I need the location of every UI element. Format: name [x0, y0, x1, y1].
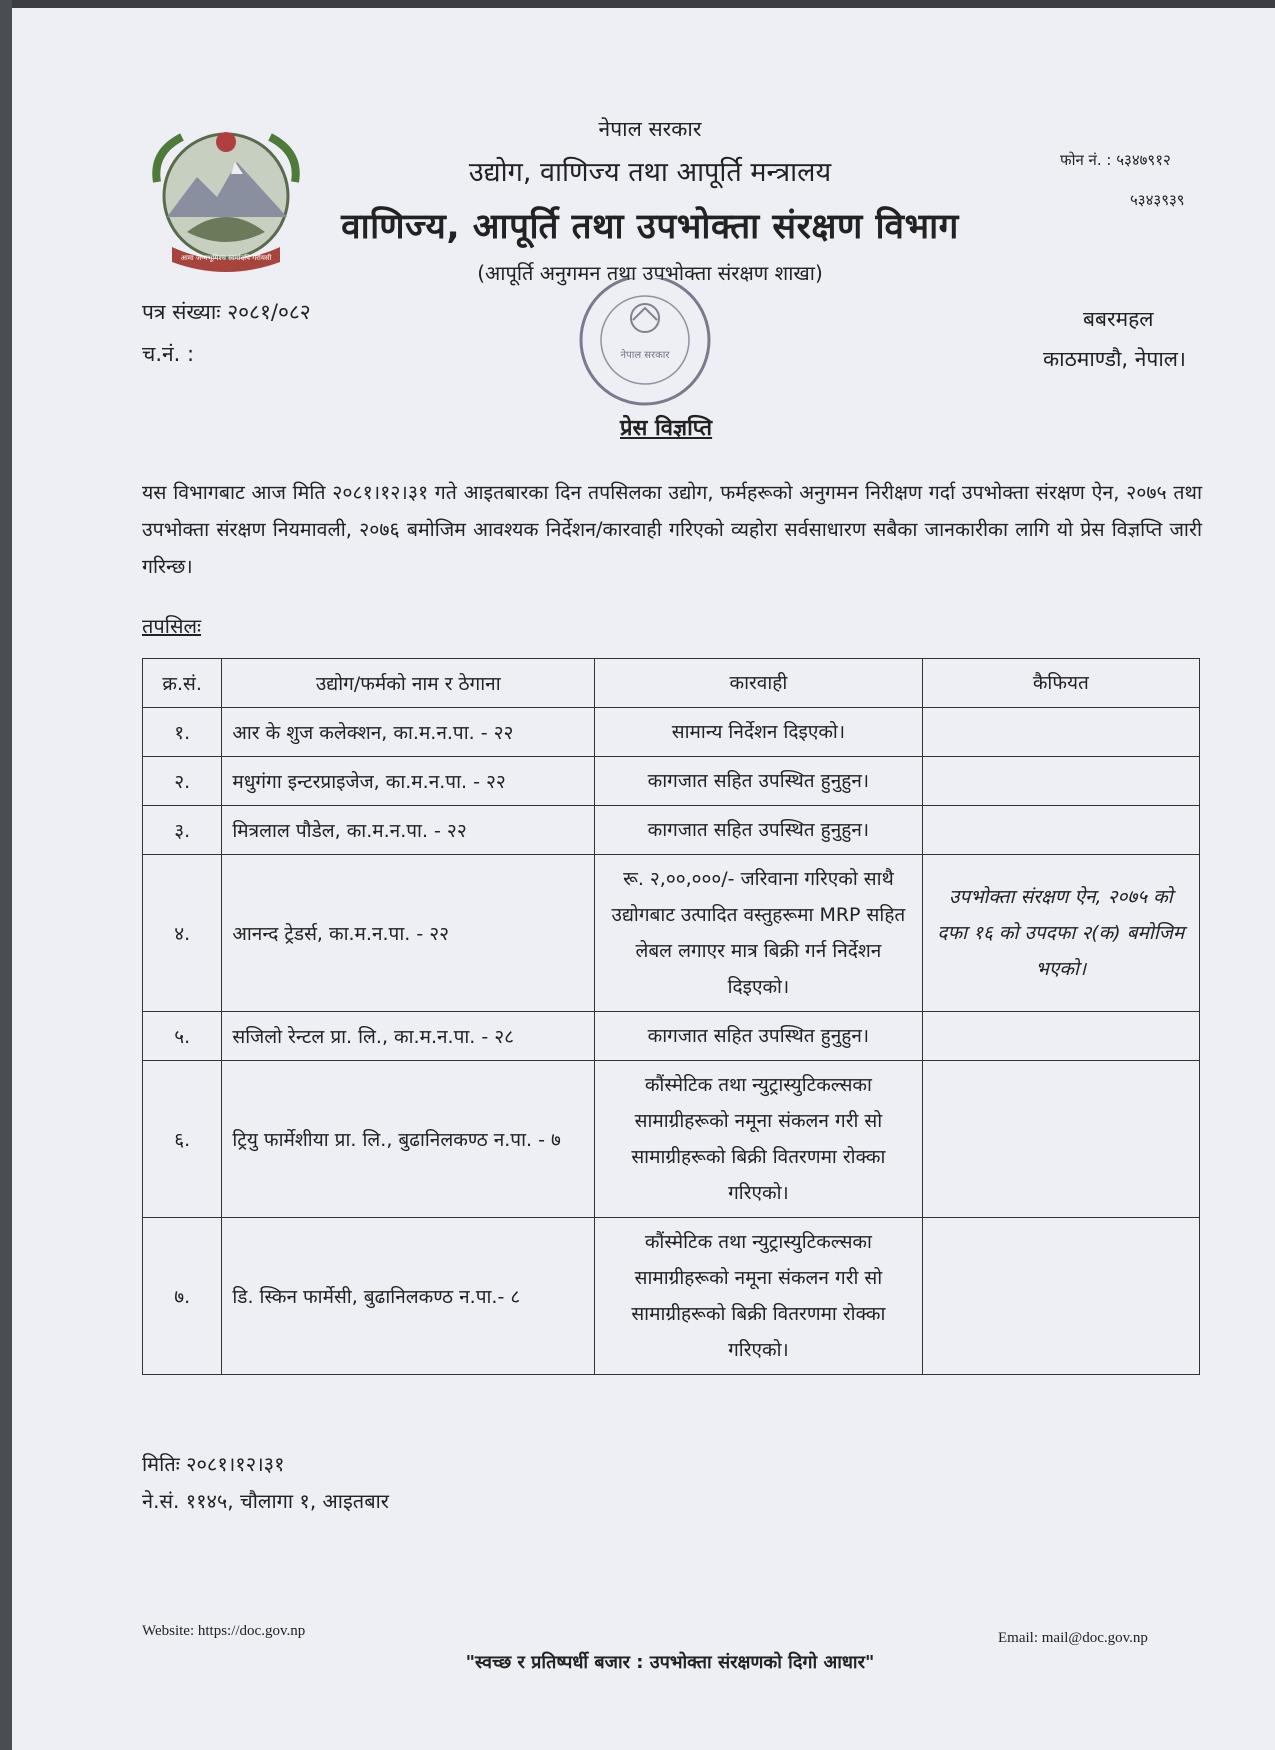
row-serial: ५. — [143, 1012, 222, 1061]
svg-text:नेपाल सरकार: नेपाल सरकार — [620, 350, 670, 361]
table-row — [143, 1218, 1200, 1375]
row-name: आर के शुज कलेक्शन, का.म.न.पा. - २२ — [222, 708, 595, 757]
phone-number-2: ५३४३९३९ — [1130, 191, 1185, 209]
row-action: कौंस्मेटिक तथा न्युट्रास्युटिकल्सका सामाग्रीहरूको नमूना संकलन गरी सो सामाग्रीहरूको बिक्री वितरणमा रोक्का गरिएको। — [595, 1218, 923, 1375]
address-line-1: बबरमहल — [1083, 307, 1154, 331]
schedule-label: तपसिलः — [142, 614, 202, 638]
website-link[interactable]: Website: https://doc.gov.np — [142, 1623, 306, 1639]
government-title: नेपाल सरकार — [598, 117, 702, 141]
row-serial: २. — [143, 757, 222, 806]
table-row — [143, 855, 1200, 1012]
email-link[interactable]: Email: mail@doc.gov.np — [998, 1630, 1148, 1646]
table-row — [143, 806, 1200, 855]
header-action: कारवाही — [595, 659, 923, 708]
row-remark: उपभोक्ता संरक्षण ऐन, २०७५ को दफा १६ को उपदफा २(क) बमोजिम भएको। — [922, 855, 1199, 1012]
row-remark — [922, 708, 1199, 757]
row-serial: ३. — [143, 806, 222, 855]
row-action: कागजात सहित उपस्थित हुनुहुन। — [595, 806, 923, 855]
row-name: मधुगंगा इन्टरप्राइजेज, का.म.न.पा. - २२ — [222, 757, 595, 806]
row-name: ट्रियु फार्मेशीया प्रा. लि., बुढानिलकण्ठ न.पा. - ७ — [222, 1061, 595, 1218]
row-serial: ४. — [143, 855, 222, 1012]
department-title: वाणिज्य, आपूर्ति तथा उपभोक्ता संरक्षण विभाग — [341, 207, 959, 247]
issue-date: मितिः २०८१।१२।३१ — [142, 1452, 285, 1476]
svg-text:आमा जन्मभूमिश्च स्वर्गादपि गरी: आमा जन्मभूमिश्च स्वर्गादपि गरीयसी — [180, 254, 272, 262]
press-release-title: प्रेस विज्ञप्ति — [620, 416, 713, 441]
table-row — [143, 1061, 1200, 1218]
header-name: उद्योग/फर्मको नाम र ठेगाना — [222, 659, 595, 708]
scan-edge-top — [0, 0, 1275, 8]
row-name: डि. स्किन फार्मेसी, बुढानिलकण्ठ न.पा.- ८ — [222, 1218, 595, 1375]
row-action: कागजात सहित उपस्थित हुनुहुन। — [595, 757, 923, 806]
row-action: रू. २,००,०००/- जरिवाना गरिएको साथै उद्योगबाट उत्पादित वस्तुहरूमा MRP सहित लेबल लगाएर मात्र बिक्री गर्न निर्देशन दिइएको। — [595, 855, 923, 1012]
row-action: सामान्य निर्देशन दिइएको। — [595, 708, 923, 757]
row-remark — [922, 757, 1199, 806]
table-row — [143, 757, 1200, 806]
slogan: "स्वच्छ र प्रतिष्पर्धी बजार : उपभोक्ता संरक्षणको दिगो आधार" — [465, 1652, 875, 1673]
row-name: मित्रलाल पौडेल, का.म.न.पा. - २२ — [222, 806, 595, 855]
row-serial: ६. — [143, 1061, 222, 1218]
row-action: कागजात सहित उपस्थित हुनुहुन। — [595, 1012, 923, 1061]
nepal-sambat-date: ने.सं. ११४५, चौलागा १, आइतबार — [142, 1489, 389, 1513]
notice-body: यस विभागबाट आज मिति २०८१।१२।३१ गते आइतबारका दिन तपसिलका उद्योग, फर्महरूको अनुगमन निरीक्षण गर्दा उपभोक्ता संरक्षण ऐन, २०७५ तथा उपभोक्ता संरक्षण नियमावली, २०७६ बमोजिम आवश्यक निर्देशन/कारवाही गरिएको व्यहोरा सर्वसाधारण सबैका जानकारीका लागि यो प्रेस विज्ञप्ति जारी गरिन्छ। — [142, 481, 1202, 578]
table-row — [143, 708, 1200, 757]
letter-number: पत्र संख्याः २०८१/०८२ — [142, 300, 311, 324]
row-name: आनन्द ट्रेडर्स, का.म.न.पा. - २२ — [222, 855, 595, 1012]
header-serial: क्र.सं. — [143, 659, 222, 708]
branch-title: (आपूर्ति अनुगमन तथा उपभोक्ता संरक्षण शाखा) — [477, 261, 823, 285]
action-table — [142, 658, 1200, 1375]
dispatch-number: च.नं. : — [142, 342, 195, 366]
row-serial: १. — [143, 708, 222, 757]
table-row — [143, 1012, 1200, 1061]
nepal-emblem-icon — [147, 122, 305, 274]
phone-number: फोन नं. : ५३४७९१२ — [1060, 151, 1171, 169]
row-name: सजिलो रेन्टल प्रा. लि., का.म.न.पा. - २८ — [222, 1012, 595, 1061]
row-serial: ७. — [143, 1218, 222, 1375]
official-seal-icon — [545, 278, 745, 426]
ministry-title: उद्योग, वाणिज्य तथा आपूर्ति मन्त्रालय — [468, 157, 832, 188]
row-remark — [922, 1218, 1199, 1375]
header-remark: कैफियत — [922, 659, 1199, 708]
row-remark — [922, 1061, 1199, 1218]
address-line-2: काठमाण्डौ, नेपाल। — [1043, 347, 1186, 371]
row-remark — [922, 806, 1199, 855]
row-remark — [922, 1012, 1199, 1061]
scan-edge-left — [0, 0, 12, 1750]
table-header-row — [143, 659, 1200, 708]
row-action: कौंस्मेटिक तथा न्युट्रास्युटिकल्सका सामाग्रीहरूको नमूना संकलन गरी सो सामाग्रीहरूको बिक्री वितरणमा रोक्का गरिएको। — [595, 1061, 923, 1218]
